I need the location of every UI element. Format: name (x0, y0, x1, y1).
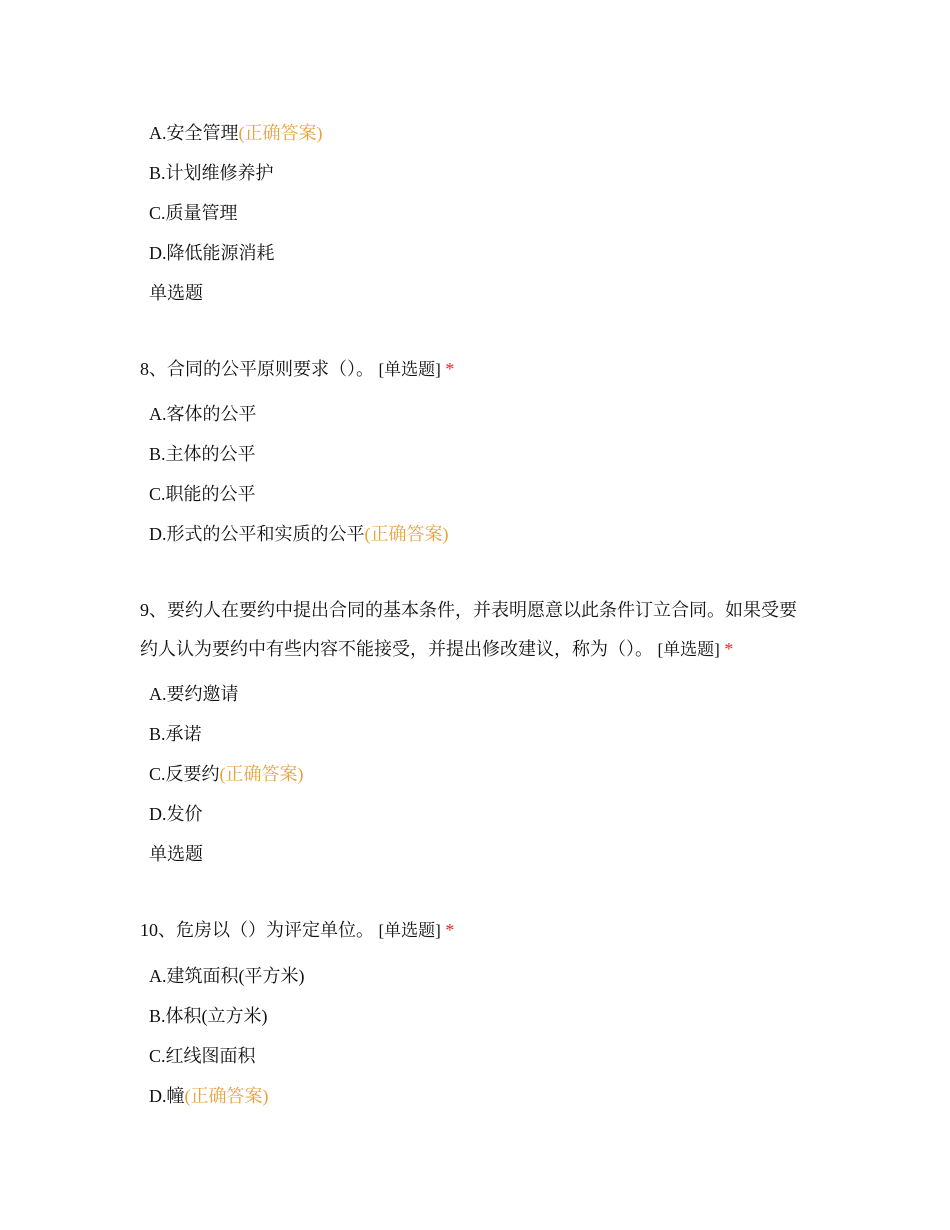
question-text: 9、要约人在要约中提出合同的基本条件，并表明愿意以此条件订立合同。如果受要约人认为要约中有些内容不能接受，并提出修改建议，称为（）。 [单选题] * (140, 600, 797, 659)
question-text: 8、合同的公平原则要求（）。 [单选题] * (140, 359, 455, 379)
option-a: A.要约邀请 (149, 684, 239, 704)
option-b: B.承诺 (149, 724, 202, 744)
question-type-label: 单选题 (149, 844, 203, 864)
option-c: C.质量管理 (149, 203, 238, 223)
option-c: C.红线图面积 (149, 1046, 256, 1066)
option-d: D.形式的公平和实质的公平(正确答案) (149, 524, 449, 544)
correct-answer-mark: (正确答案) (184, 1086, 269, 1106)
question-10 (0, 911, 950, 950)
question-8-options (0, 394, 950, 554)
required-star: * (724, 639, 734, 659)
option-c: C.职能的公平 (149, 484, 256, 504)
option-a: A.客体的公平 (149, 404, 257, 424)
question-9 (0, 591, 950, 669)
option-b: B.计划维修养护 (149, 163, 274, 183)
correct-answer-mark: (正确答案) (238, 123, 323, 143)
question-8 (0, 350, 950, 389)
question-type-tag: [单选题] (378, 360, 441, 379)
option-b: B.主体的公平 (149, 444, 256, 464)
option-d: D.降低能源消耗 (149, 243, 275, 263)
required-star: * (445, 920, 455, 940)
option-d: D.幢(正确答案) (149, 1086, 269, 1106)
option-d: D.发价 (149, 804, 203, 824)
question-type-label: 单选题 (149, 283, 203, 303)
question-7 (0, 113, 950, 313)
option-a: A.安全管理(正确答案) (149, 123, 323, 143)
option-a: A.建筑面积(平方米) (149, 966, 305, 986)
correct-answer-mark: (正确答案) (219, 764, 304, 784)
question-text: 10、危房以（）为评定单位。 [单选题] * (140, 920, 455, 940)
question-type-tag: [单选题] (657, 640, 720, 659)
question-type-tag: [单选题] (378, 921, 441, 940)
question-10-options (0, 956, 950, 1116)
required-star: * (445, 359, 455, 379)
correct-answer-mark: (正确答案) (364, 524, 449, 544)
option-b: B.体积(立方米) (149, 1006, 268, 1026)
question-9-options (0, 674, 950, 874)
option-c: C.反要约(正确答案) (149, 764, 304, 784)
